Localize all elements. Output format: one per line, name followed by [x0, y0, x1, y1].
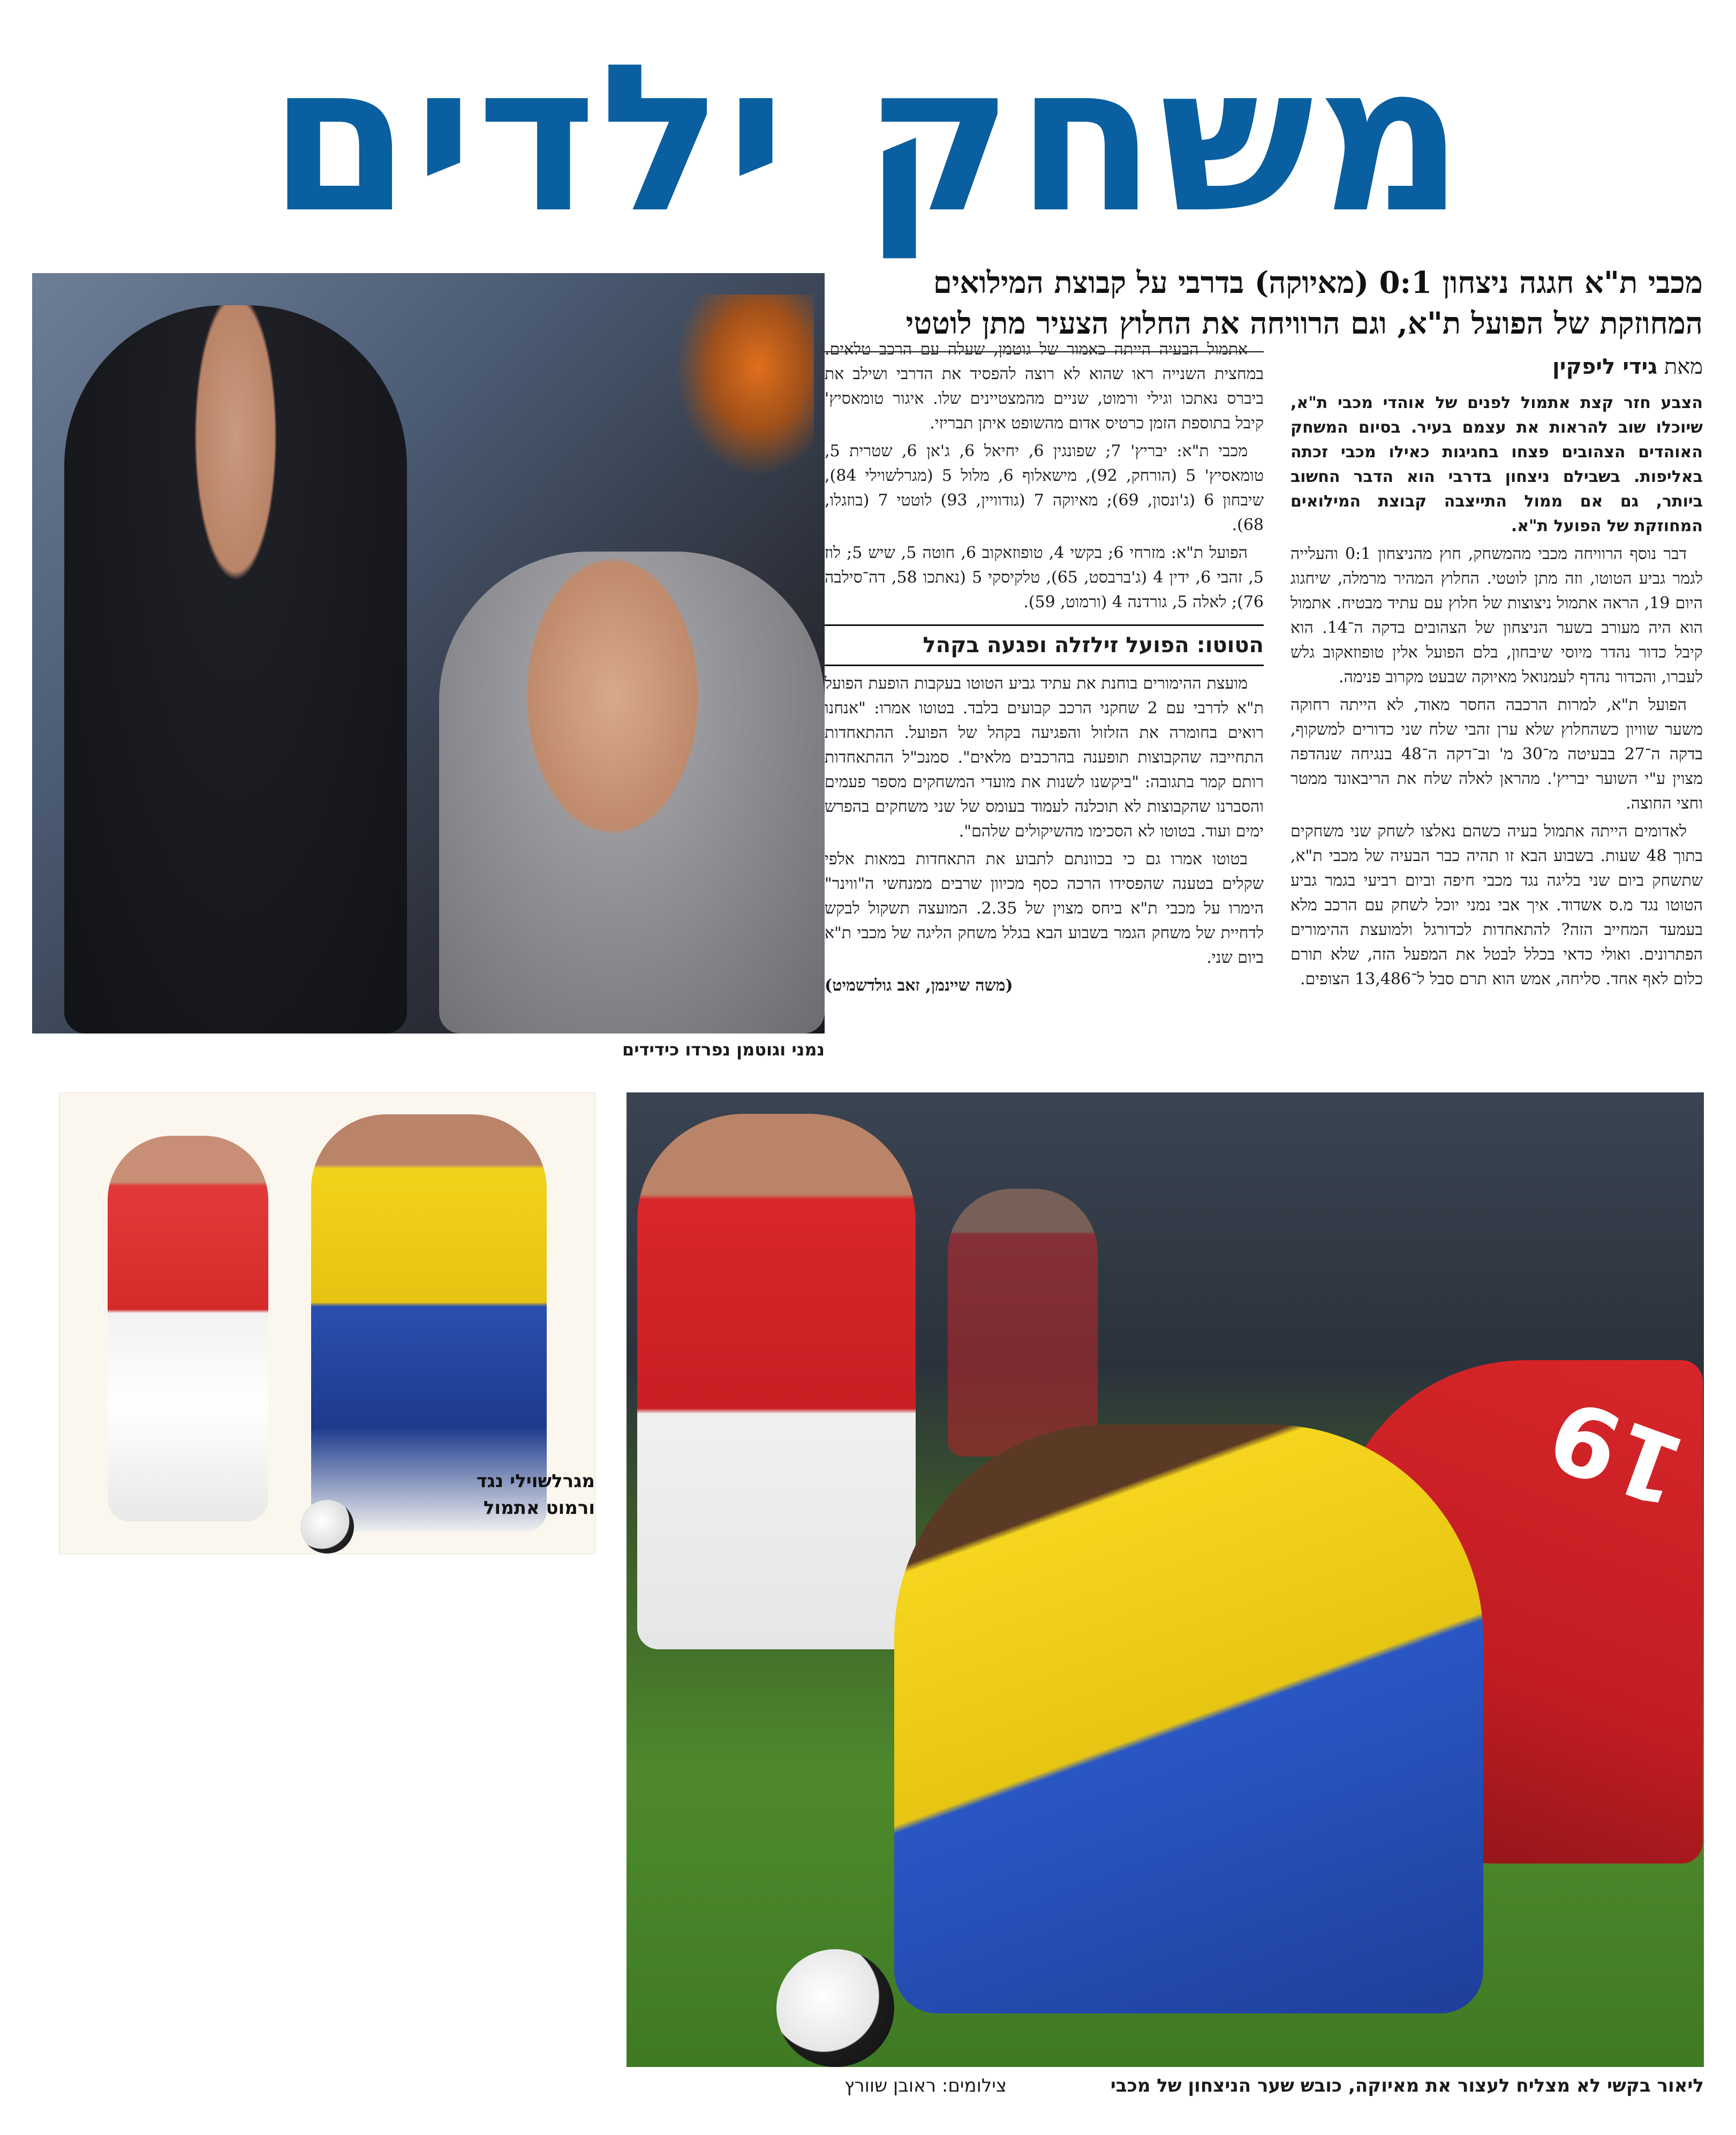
- sidebar-title: הטוטו: הפועל זילזלה ופגעה בקהל: [825, 624, 1264, 666]
- lineup-hapoel: הפועל ת"א: מזרחי 6; בקשי 4, טופוזאקוב 6, חוטה 5, שיש 5; לוז 5, זהבי 6, ידין 4 (ג'ברבסט, 65), טלקיסקי 5 (נאתכו 58, דה־סילבה 76); לאלה 5, גורדנה 4 (ורמוט, 59).: [825, 544, 1264, 612]
- sidebar-paragraph: מועצת ההימורים בוחנת את עתיד גביע הטוטו בעקבות הופעת הפועל ת"א לדרבי עם 2 שחקני הרכב קבועים בלבד. בטוטו אמרו: "אנחנו רואים בחומרה את הזלזול והפגיעה בקהל של הפועל. ההתאחדות התחייבה שהקבוצות תופענה בהרכבים מלאים". סמנכ"ל ההתאחדות רותם קמר בתגובה: "ביקשנו לשנות את מועדי המשחקים מספר פעמים והסברנו שהקבוצות לא תוכלנה לעמוד בעומס של שני משחקים בהפרש ימים ועוד. בטוטו לא הסכימו מהשיקולים שלהם".: [825, 674, 1264, 841]
- caption-inset: מגרלשוילי נגד ורמוט אתמול: [476, 1470, 595, 1519]
- jersey-number: 19: [1535, 1376, 1700, 1527]
- article-paragraph: הפועל ת"א, למרות הרכבה החסר מאוד, לא הייתה רחוקה משער שוויון כשהחלוץ שלא ערן זהבי שלח שני כדורים למשקוף, בדקה ה־27 בבעיטה מ־30 מ' וב־דקה ה־48 בנגיחה שנהדפה מצוין ע"י השוער יבריץ'. מהראן לאלה שלח את הריבאונד ממטר וחצי החוצה.: [1290, 696, 1703, 813]
- photo-credit: צילומים: ראובן שוורץ: [844, 2075, 1007, 2096]
- article-paragraph: דבר נוסף הרוויחה מכבי מהמשחק, חוץ מהניצחון 0:1 והעלייה לגמר גביע הטוטו, וזה מתן לוטטי. החלוץ המהיר מרמלה, שיחגוג היום 19, הראה אתמול ניצוצות של חלוץ עם עתיד מבטיח. אתמול הוא היה מעורב בשער הניצחון של הצהובים בדקה ה־14. הוא קיבל כדור נהדר מיוסי שיבחון, בלם הפועל אלין טופוזאקוב גלש לעברו, והכדור נהדף לעמנואל מאיוקה שבעט מקרוב פנימה.: [1290, 545, 1703, 686]
- football-icon: [300, 1500, 354, 1553]
- player-yellow: [894, 1424, 1483, 2013]
- caption-coaches: נמני וגוטמן נפרדו כידידים: [622, 1039, 825, 1060]
- sidebar-paragraph: בטוטו אמרו גם כי בכוונתם לתבוע את התאחדות במאות אלפי שקלים בטענה שהפסידו הרכה כסף מכיוון שרבים ממנחשי ה"ווינר" הימרו על מכבי ת"א ביחס מצוין של 2.35. המועצה תשקול לבקש לדחיית של משחק הגמר בשבוע הבא בגלל משחק הליגה של מכבי ת"א ביום שני.: [825, 850, 1264, 967]
- photo-coaches: [32, 273, 825, 1033]
- article-column-left: [825, 337, 1264, 1071]
- lineup-maccabi: מכבי ת"א: יבריץ' 7; שפונגין 6, יחיאל 6, ג'אן 6, שטרית 5, טומאסיץ' 5 (הורחק, 92), מישאלוף 6, מלול 5 (מגרלשוילי 84), שיבחון 6 (ג'ונסון, 69); מאיוקה 7 (גודוויין, 93) לוטטי 7 (בוזגלו, 68).: [825, 442, 1264, 534]
- sidebar-credit: (משה שיינמן, זאב גולדשמיט): [825, 976, 1013, 995]
- photo-inset-players: [59, 1092, 595, 1554]
- coach-figure: [64, 305, 407, 1033]
- byline-prefix: מאת: [1664, 354, 1703, 379]
- camera-light: [675, 295, 814, 477]
- byline: [1285, 348, 1703, 386]
- article-lead: הצבע חזר קצת אתמול לפנים של אוהדי מכבי ת"א, שיוכלו שוב להראות את עצמם בעיר. בסיום המשחק האוהדים הצהובים פצחו בחגיגות כאילו מכבי זכתה באליפות. בשבילם ניצחון בדרבי הוא הדבר החשוב ביותר, גם אם ממול התייצבה קבוצת המילואים המחוזקת של הפועל ת"א.: [1290, 394, 1703, 535]
- player-red-blurred: [948, 1189, 1098, 1457]
- article-paragraph: לאדומים הייתה אתמול בעיה כשהם נאלצו לשחק שני משחקים בתוך 48 שעות. בשבוע הבא זו תהיה כבר הבעיה של מכבי ת"א, שתשחק ביום שני בליגה נגד מכבי חיפה וביום רביעי בגמר גביע הטוטו נגד מ.ס אשדוד. איך אבי נמני יוכל לשחק עם הרכב מלא בעמעד המחייב הזה? להתאחדות לכדורגל ולמועצת ההימורים הפתרונים. ואולי כדאי בכלל לבטל את המפעל הזה, שלא תורם כלום לאף אחד. סליחה, אמש הוא תרם סבל ל־13,486 הצופים.: [1290, 822, 1703, 989]
- caption-main: ליאור בקשי לא מצליח לעצור את מאיוקה, כובש שער הניצחון של מכבי: [1110, 2075, 1704, 2096]
- player-red: [637, 1114, 916, 1649]
- coach-figure: [439, 552, 825, 1033]
- player-red: [108, 1136, 268, 1521]
- article-subheadline: מכבי ת"א חגגה ניצחון 0:1 (מאיוקה) בדרבי על קבוצת המילואים המחוזקת של הפועל ת"א, וגם הרוויחה את החלוץ הצעיר מתן לוטטי: [905, 265, 1703, 341]
- football-icon: [776, 1949, 894, 2067]
- page-headline: משחק ילדים: [269, 20, 1467, 258]
- byline-author: גידי ליפקין: [1552, 354, 1658, 379]
- photo-main-action: [627, 1092, 1704, 2067]
- article-column-right: [1290, 391, 1703, 1071]
- article-paragraph: אתמול הבעיה הייתה כאמור של גוטמן, שעלה עם הרכב טלאים. במחצית השנייה ראו שהוא לא רוצה להפסיד את הדרבי ושילב את ביברס נאתכו וגילי ורמוט, שניים מהמצטיינים שלו. איגור טומאסיץ' קיבל בתוספת הזמן כרטיס אדום מהשופט איתן תבריזי.: [825, 340, 1264, 433]
